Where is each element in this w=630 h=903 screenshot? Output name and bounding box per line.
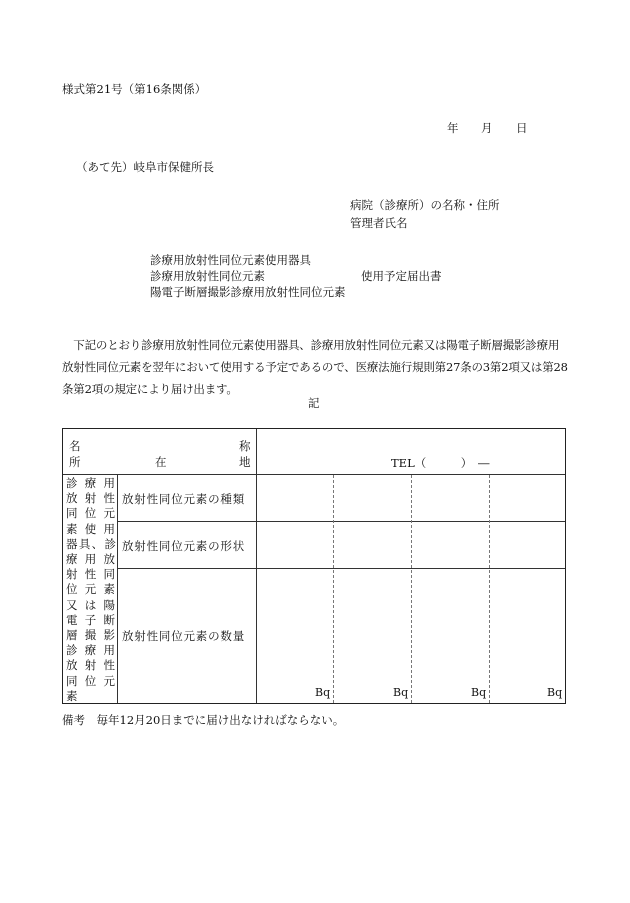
- column-divider: [117, 474, 118, 703]
- category-line: 療用放: [66, 552, 115, 567]
- column-divider: [256, 429, 257, 703]
- row-divider: [117, 521, 565, 522]
- category-line: 層撮影: [66, 628, 115, 643]
- location-char-3: 地: [239, 455, 251, 469]
- unit-bq: Bq: [547, 686, 563, 699]
- title-line-2: 診療用放射性同位元素: [150, 269, 265, 283]
- declaration-table: [62, 428, 566, 704]
- category-line: 診療用: [66, 476, 115, 490]
- name-char-2: 称: [239, 439, 251, 453]
- body-paragraph: 下記のとおり診療用放射性同位元素使用器具、診療用放射性同位元素又は陽電子断層撮影診療用放射性同位元素を翌年において使用する予定であるので、医療法施行規則第27条の3第2項又は第28条第2項の規定により届け出ます。: [62, 338, 568, 396]
- applicant-manager-label: 管理者氏名: [350, 216, 408, 230]
- tel-field: TEL（ ） ―: [391, 456, 490, 470]
- category-line: 器具、診: [66, 536, 115, 551]
- category-line: 同位元: [66, 506, 115, 521]
- dashed-divider: [333, 475, 334, 703]
- item-form-label: 放射性同位元素の形状: [122, 539, 245, 553]
- category-column: [66, 476, 115, 704]
- date-year-label: 年: [447, 121, 459, 135]
- ki-heading: 記: [308, 396, 320, 410]
- location-char-2: 在: [155, 455, 167, 469]
- category-line: 電子断: [66, 612, 115, 627]
- date-month-label: 月: [481, 121, 493, 135]
- addressee: （あて先）岐阜市保健所長: [76, 160, 214, 174]
- title-line-1: 診療用放射性同位元素使用器具: [150, 253, 311, 267]
- title-suffix: 使用予定届出書: [361, 269, 442, 283]
- category-line: 又は陽: [66, 597, 115, 612]
- location-char-1: 所: [69, 455, 81, 469]
- category-line: 同位元: [66, 673, 115, 688]
- applicant-name-address-label: 病院（診療所）の名称・住所: [350, 198, 500, 212]
- category-line: 診療用: [66, 643, 115, 658]
- date-day-label: 日: [516, 121, 528, 135]
- note: 備考 毎年12月20日までに届け出なければならない。: [62, 713, 345, 727]
- unit-bq: Bq: [393, 686, 409, 699]
- category-line: 素使用: [66, 521, 115, 536]
- item-quantity-label: 放射性同位元素の数量: [122, 629, 245, 643]
- title-line-3: 陽電子断層撮影診療用放射性同位元素: [150, 285, 346, 299]
- unit-bq: Bq: [471, 686, 487, 699]
- category-line: 放射性: [66, 491, 115, 506]
- name-char-1: 名: [69, 439, 81, 453]
- dashed-divider: [489, 475, 490, 703]
- form-number: 様式第21号（第16条関係）: [62, 82, 207, 96]
- item-type-label: 放射性同位元素の種類: [122, 492, 245, 506]
- category-line: 射性同: [66, 567, 115, 582]
- row-divider: [117, 568, 565, 569]
- unit-bq: Bq: [315, 686, 331, 699]
- category-line: 素: [66, 688, 78, 703]
- dashed-divider: [411, 475, 412, 703]
- category-line: 位元素: [66, 582, 115, 597]
- category-line: 放射性: [66, 658, 115, 673]
